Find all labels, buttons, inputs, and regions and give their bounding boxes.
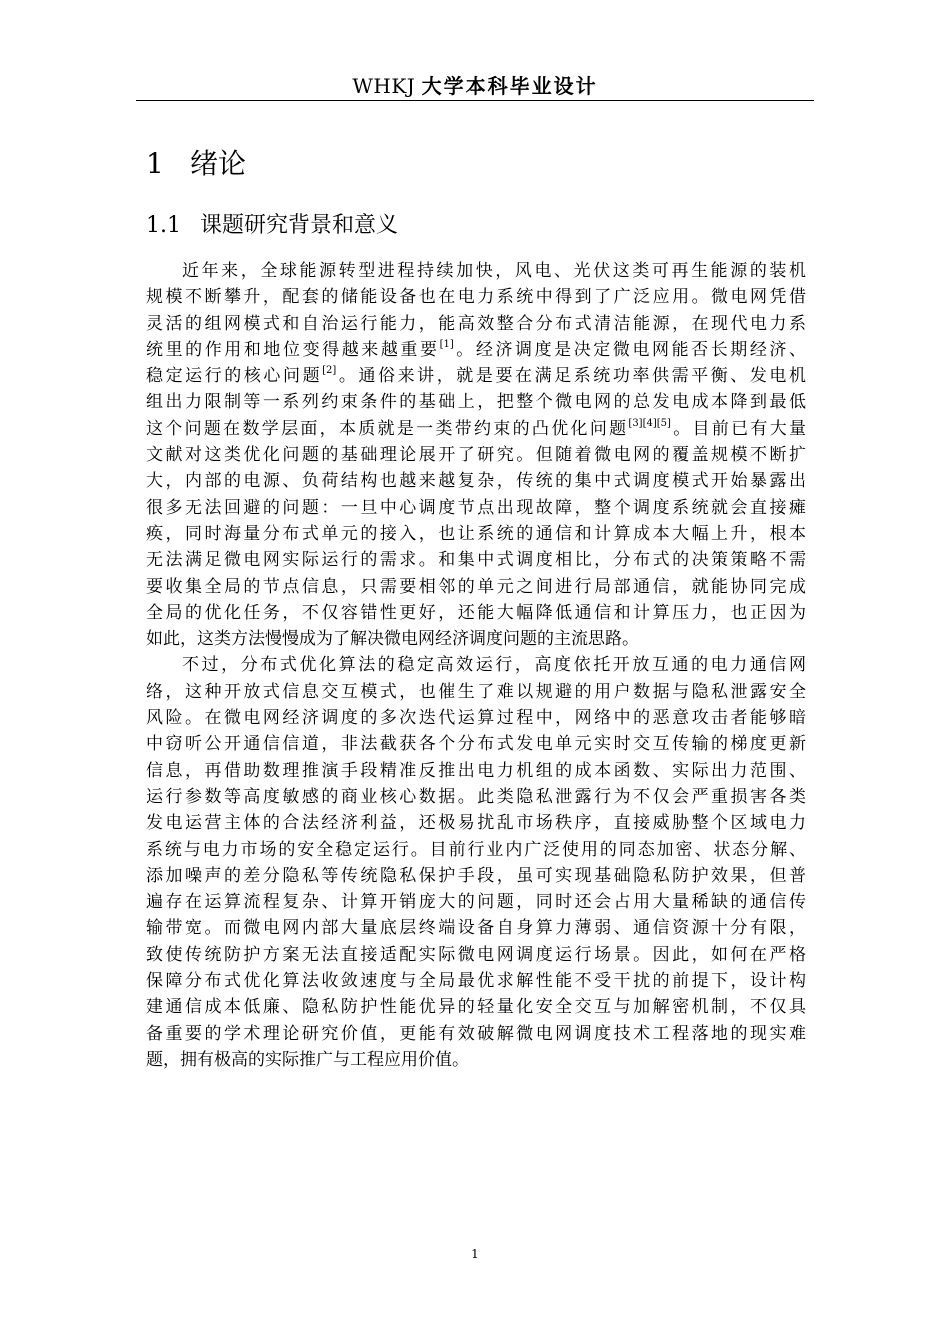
running-header — [136, 72, 814, 100]
header-title: 大学本科毕业设计 — [421, 74, 598, 98]
text-line: 保障分布式优化算法收敛速度与全局最优求解性能不受干扰的前提下，设计构 — [146, 971, 806, 992]
text-line: 中窃听公开通信信道，非法截获各个分布式发电单元实时交互传输的梯度更新 — [146, 734, 806, 755]
text-line: 组出力限制等一系列约束条件的基础上，把整个微电网的总发电成本降到最低 — [146, 392, 806, 413]
text-segment: 。目前已有大量 — [670, 418, 806, 439]
text-line: 发电运营主体的合法经济利益，还极易扰乱市场秩序，直接威胁整个区域电力 — [146, 813, 806, 834]
text-line: 很多无法回避的问题：一旦中心调度节点出现故障，整个调度系统就会直接瘫 — [146, 497, 806, 518]
text-line: 无法满足微电网实际运行的需求。和集中式调度相比，分布式的决策策略不需 — [146, 550, 806, 571]
text-line: 痪，同时海量分布式单元的接入，也让系统的通信和计算成本大幅上升，根本 — [146, 523, 806, 544]
text-line: 不过，分布式优化算法的稳定高效运行，高度依托开放互通的电力通信网 — [182, 655, 806, 676]
text-line: 添加噪声的差分隐私等传统隐私保护手段，虽可实现基础隐私防护效果，但普 — [146, 865, 806, 886]
header-institution: WHKJ — [352, 74, 416, 98]
citation: [2] — [322, 365, 337, 377]
text-line: 要收集全局的节点信息，只需要相邻的单元之间进行局部通信，就能协同完成 — [146, 576, 806, 597]
page-number: 1 — [471, 1247, 479, 1261]
paragraph-2 — [146, 652, 806, 1073]
text-line: 建通信成本低廉、隐私防护性能优异的轻量化安全交互与加解密机制，不仅具 — [146, 997, 806, 1018]
text-segment: 稳定运行的核心问题 — [146, 366, 323, 387]
text-line: 大，内部的电源、负荷结构也越来越复杂，传统的集中式调度模式开始暴露出 — [146, 471, 806, 492]
text-line: 近年来，全球能源转型进程持续加快，风电、光伏这类可再生能源的装机 — [182, 261, 806, 281]
text-segment: 统里的作用和地位变得越来越重要 — [146, 339, 440, 360]
chapter-heading — [146, 146, 746, 182]
text-line: 输带宽。而微电网内部大量底层终端设备自身算力薄弱、通信资源十分有限， — [146, 918, 806, 939]
citation: [1] — [439, 338, 454, 350]
header-rule — [136, 100, 814, 101]
text-line: 如此，这类方法慢慢成为了解决微电网经济调度问题的主流思路。 — [146, 629, 639, 650]
text-line — [146, 416, 806, 442]
text-line: 遍存在运算流程复杂、计算开销庞大的问题，同时还会占用大量稀缺的通信传 — [146, 892, 806, 913]
chapter-title: 绪论 — [190, 147, 247, 180]
text-segment: 。通俗来讲，就是要在满足系统功率供需平衡、发电机 — [336, 366, 807, 387]
text-line: 络，这种开放式信息交互模式，也催生了难以规避的用户数据与隐私泄露安全 — [146, 681, 806, 702]
section-title: 课题研究背景和意义 — [200, 213, 399, 238]
paragraph-1 — [146, 258, 806, 652]
body-text — [146, 258, 806, 1073]
chapter-number: 1 — [146, 147, 164, 180]
text-line: 致使传统防护方案无法直接适配实际微电网调度运行场景。因此，如何在严格 — [146, 944, 806, 965]
text-line: 风险。在微电网经济调度的多次迭代运算过程中，网络中的恶意攻击者能够暗 — [146, 708, 806, 729]
text-line: 题，拥有极高的实际推广与工程应用价值。 — [146, 1049, 469, 1070]
text-line — [146, 363, 806, 389]
section-number: 1.1 — [146, 213, 181, 238]
text-line: 灵活的组网模式和自治运行能力，能高效整合分布式清洁能源，在现代电力系 — [146, 313, 806, 334]
text-line: 系统与电力市场的安全稳定运行。目前行业内广泛使用的同态加密、状态分解、 — [146, 839, 806, 860]
text-line: 备重要的学术理论研究价值，更能有效破解微电网调度技术工程落地的现实难 — [146, 1023, 806, 1044]
section-heading — [146, 211, 746, 241]
text-line: 信息，再借助数理推演手段精准反推出电力机组的成本函数、实际出力范围、 — [146, 760, 806, 781]
text-segment: 。经济调度是决定微电网能否长期经济、 — [453, 339, 807, 360]
text-line: 文献对这类优化问题的基础理论展开了研究。但随着微电网的覆盖规模不断扩 — [146, 445, 806, 466]
citation: [3][4][5] — [628, 417, 671, 429]
text-line: 全局的优化任务，不仅容错性更好，还能大幅降低通信和计算压力，也正因为 — [146, 602, 806, 623]
text-segment: 这个问题在数学层面，本质就是一类带约束的凸优化问题 — [146, 418, 629, 439]
text-line: 运行参数等高度敏感的商业核心数据。此类隐私泄露行为不仅会严重损害各类 — [146, 786, 806, 807]
text-line: 规模不断攀升，配套的储能设备也在电力系统中得到了广泛应用。微电网凭借 — [146, 287, 806, 308]
text-line — [146, 337, 806, 363]
